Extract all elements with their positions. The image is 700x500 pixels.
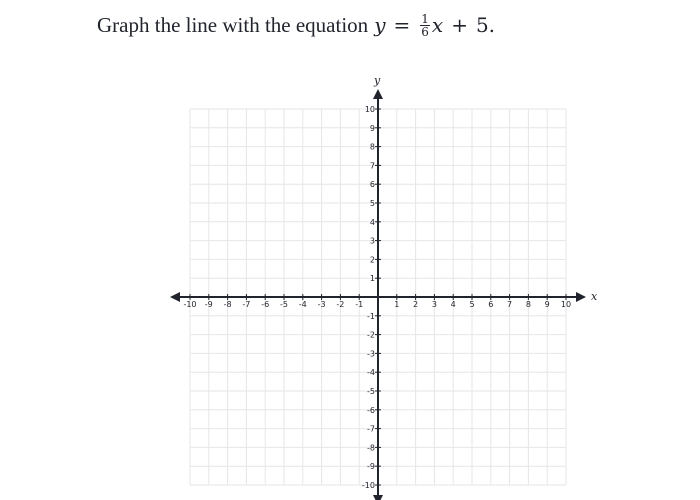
equation-plus-sign: + — [451, 13, 468, 37]
equation-y-variable: y — [374, 13, 386, 37]
y-tick-label: 6 — [369, 180, 375, 190]
y-tick-label: 9 — [369, 123, 375, 133]
x-tick-label: -8 — [223, 300, 232, 309]
equation-constant: 5. — [475, 13, 496, 37]
y-tick-label: -1 — [367, 311, 375, 321]
y-tick-label: 5 — [369, 199, 375, 208]
x-tick-label: 2 — [413, 300, 419, 309]
x-axis-right-arrow-icon — [576, 292, 586, 302]
x-tick-label: -9 — [204, 300, 213, 309]
y-axis-down-arrow-icon — [373, 495, 383, 500]
x-tick-label: -3 — [317, 300, 326, 309]
x-tick-label: 3 — [431, 300, 437, 309]
x-tick-label: -10 — [183, 300, 197, 309]
y-tick-label: -6 — [367, 405, 375, 415]
y-tick-label: -10 — [361, 481, 375, 490]
x-axis-left-arrow-icon — [170, 292, 180, 302]
fraction-numerator: 1 — [421, 11, 429, 26]
y-tick-label: -8 — [367, 443, 375, 453]
x-tick-label: 1 — [394, 300, 400, 309]
y-tick-label: 8 — [369, 142, 375, 152]
equation-x-variable: x — [431, 13, 444, 37]
x-tick-label: -1 — [355, 300, 364, 309]
x-tick-label: 10 — [560, 300, 572, 309]
y-tick-label: 3 — [369, 236, 375, 246]
y-axis-up-arrow-icon — [373, 89, 383, 99]
y-tick-label: -9 — [367, 462, 375, 472]
x-tick-label: 7 — [507, 300, 513, 309]
y-tick-label: 4 — [369, 217, 375, 227]
y-axis-label: y — [374, 74, 381, 87]
x-tick-label: -7 — [242, 300, 251, 309]
y-tick-label: 1 — [369, 274, 375, 284]
y-tick-label: -7 — [367, 424, 375, 434]
x-tick-label: 8 — [525, 300, 531, 309]
x-tick-label: -5 — [280, 300, 288, 309]
x-tick-label: -2 — [336, 300, 345, 309]
y-tick-label: 10 — [364, 105, 375, 114]
equation-equals-sign: = — [393, 13, 411, 37]
y-tick-label: -3 — [367, 349, 375, 359]
x-tick-label: -4 — [298, 300, 307, 309]
x-tick-label: 6 — [488, 300, 494, 309]
x-axis-label: x — [591, 290, 598, 303]
question-text: Graph the line with the equation — [97, 12, 369, 37]
axes — [170, 89, 586, 500]
y-tick-label: 7 — [369, 161, 375, 171]
y-tick-label: -5 — [367, 387, 375, 396]
y-tick-label: -4 — [367, 368, 375, 378]
x-tick-label: 5 — [469, 300, 475, 309]
fraction-denominator: 6 — [421, 24, 429, 39]
y-tick-label: -2 — [367, 330, 375, 340]
x-tick-label: 9 — [544, 300, 550, 309]
y-tick-label: 2 — [369, 255, 375, 265]
x-tick-label: -6 — [261, 300, 270, 309]
x-tick-label: 4 — [450, 300, 456, 309]
